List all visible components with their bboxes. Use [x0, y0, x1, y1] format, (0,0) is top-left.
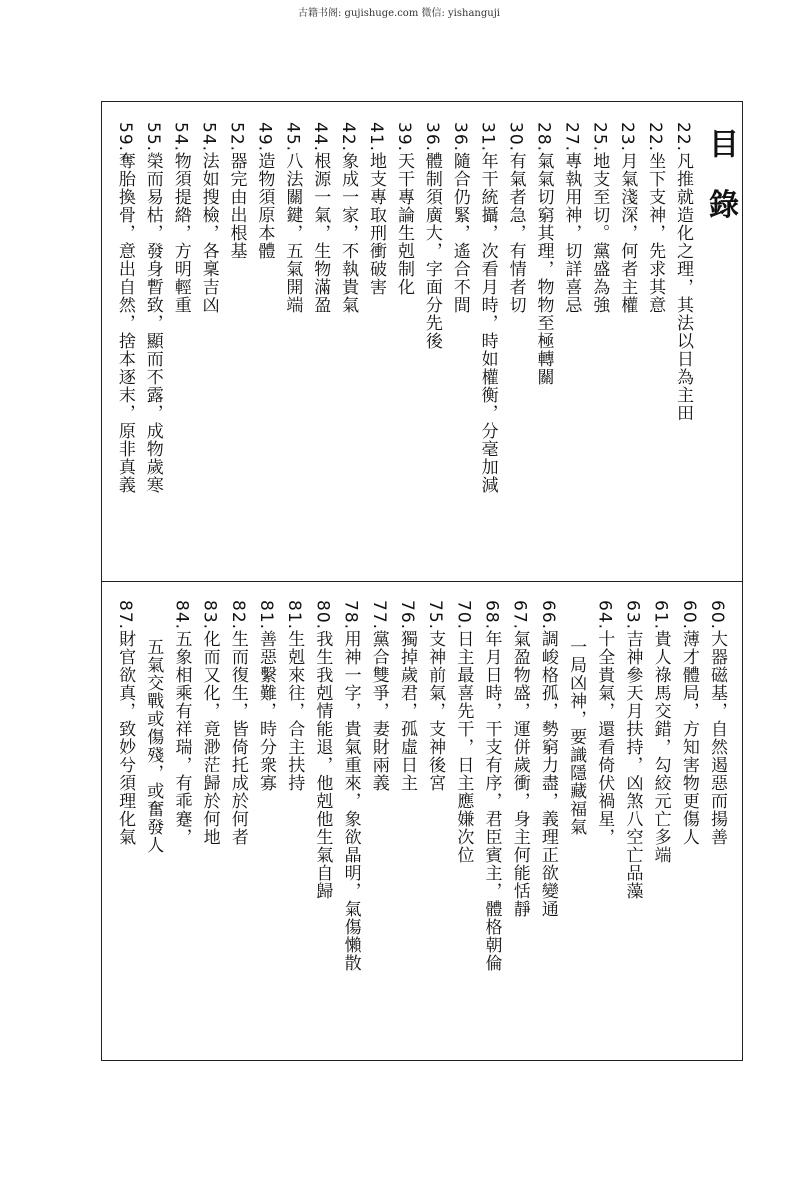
toc-entry: 36.體制須廣大，字面分先後: [421, 122, 442, 351]
toc-entry: 54.法如搜檢，各稟吉凶: [198, 122, 219, 315]
toc-entry: 36.隨合仍緊，遙合不間: [449, 122, 470, 315]
toc-entry: 44.根源一氣，生物滿盈: [310, 122, 331, 315]
toc-entry: 41.地支專取刑衝破害: [366, 122, 387, 297]
toc-entry: 61.貴人祿馬交錯，勾絞元亡多端: [650, 600, 671, 865]
toc-entry: 22.凡推就造化之理，其法以日為主田: [673, 122, 693, 423]
toc-entry: 27.專執用神，切詳喜忌: [561, 122, 582, 315]
toc-entry: 77.黨合雙爭，妻財兩義: [368, 600, 389, 793]
toc-entry: 52.器完由出根基: [226, 122, 247, 261]
toc-top-section: [112, 122, 698, 572]
toc-entry: 66.調峻格孤，勢窮力盡，義理正欲變通: [537, 600, 558, 919]
watermark: 古籍书阁: gujishuge.com 微信: yishanguji: [298, 8, 500, 19]
toc-entry: 55.榮而易枯，發身暫致，顯而不露，成物歲寒: [142, 122, 163, 495]
toc-entry: 81.生剋來往，合主扶持: [284, 600, 305, 793]
toc-entry: 63.吉神參天月扶持，凶煞八空亡品藻: [622, 600, 643, 901]
toc-entry: 76.獨掉歲君，孤虛日主: [396, 600, 417, 793]
toc-entry: 80.我生我剋情能退，他剋他生氣自歸: [312, 600, 333, 901]
toc-entry: 45.八法關鍵，五氣開端: [282, 122, 303, 315]
toc-entry: 81.善惡繫難，時分衆寡: [256, 600, 276, 793]
toc-entry: 67.氣盈物盛，運併歲衝，身主何能恬靜: [509, 600, 530, 919]
section-divider: [101, 581, 743, 582]
toc-entry: 78.用神一字，貴氣重來，象欲晶明，氣傷懶散: [340, 600, 361, 973]
toc-entry: 31.年干統攝，次看月時，時如權衡，分毫加減: [477, 122, 498, 495]
toc-entry: 64.十全貴氣，還看倚伏禍星，: [594, 600, 615, 847]
toc-entry: 83.化而又化，竟渺茫歸於何地: [199, 600, 220, 847]
page-title: 目 錄: [703, 128, 738, 229]
toc-entry: 28.氣氣切窮其理，物物至極轉關: [533, 122, 554, 387]
toc-entry: 84.五象相乘有祥瑞，有乖蹇，: [171, 600, 192, 847]
toc-entry: 68.年月日時，干支有序，君臣賓主，體格朝倫: [481, 600, 502, 973]
toc-entry: 82.生而復生，皆倚托成於何者: [227, 600, 248, 847]
toc-bottom-section: [112, 600, 732, 1050]
toc-entry: 23.月氣淺深，何者主權: [617, 122, 638, 315]
toc-entry: 22.坐下支神，先求其意: [645, 122, 666, 315]
toc-entry-continuation: 五氣交戰或傷殘，或奮發人: [143, 638, 164, 854]
toc-entry: 42.象成一家，不執貴氣: [338, 122, 359, 315]
toc-entry: 87.財官欲真，致妙兮須理化氣: [115, 600, 136, 847]
toc-entry: 39.天干專論生剋制化: [393, 122, 414, 297]
toc-entry: 54.物須提綹，方明輕重: [170, 122, 191, 315]
toc-entry: 49.造物須原本體: [254, 122, 275, 261]
toc-entry: 75.支神前氣，支神後宮: [425, 600, 446, 793]
toc-entry: 30.有氣者急，有情者切: [505, 122, 526, 315]
toc-entry: 60.薄才體局，方知害物更傷人: [678, 600, 699, 847]
toc-entry: 25.地支至切。黨盛為強: [589, 122, 610, 315]
toc-entry-continuation: 一局凶神，要識隱藏福氣: [566, 638, 587, 836]
toc-entry: 59.奪胎換骨，意出自然，捨本逐末，原非真義: [114, 122, 135, 495]
toc-entry: 70.日主最喜先干，日主應嫌次位: [453, 600, 474, 865]
toc-entry: 60.大器磁基，自然遏惡而揚善: [707, 600, 727, 847]
